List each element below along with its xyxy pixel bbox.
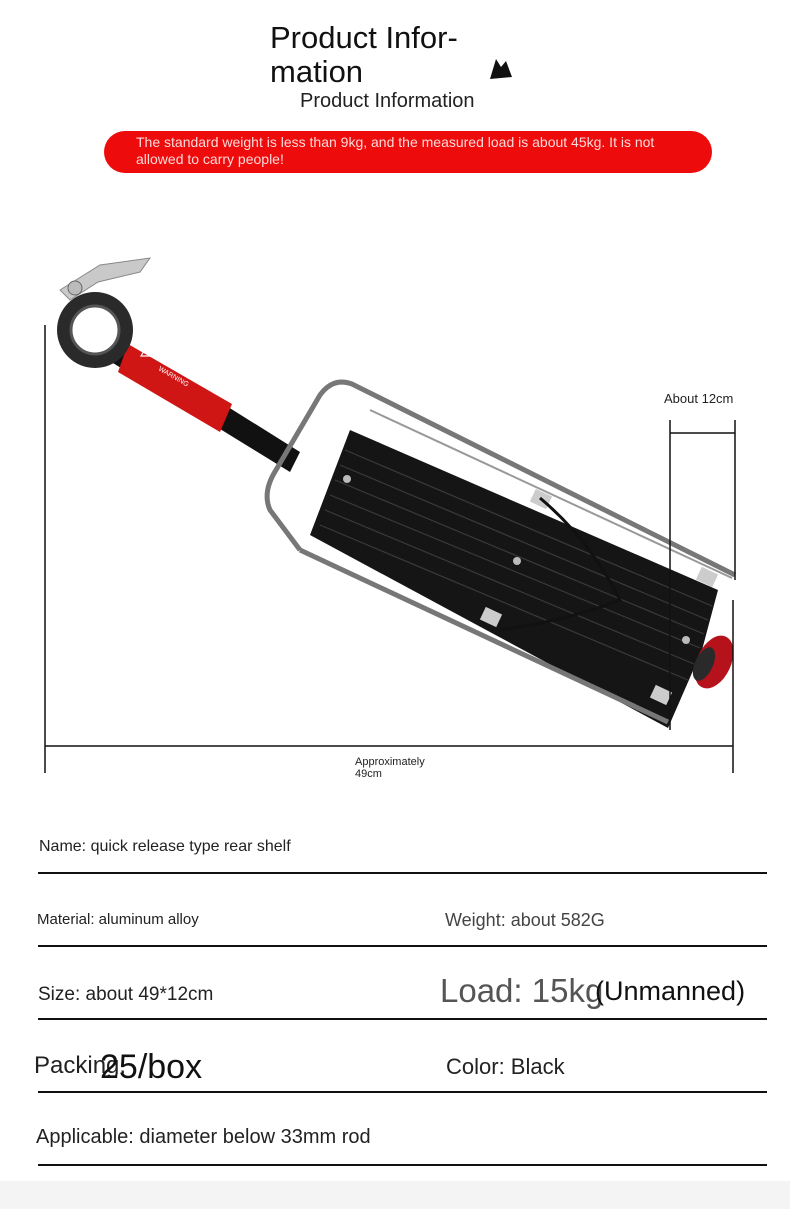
- spec-load-note: (Unmanned): [595, 976, 746, 1006]
- page-title-line-2: mation: [270, 54, 364, 89]
- spec-material: Material: aluminum alloy: [37, 911, 199, 928]
- width-dimension-label: About 12cm: [664, 391, 734, 406]
- product-figure: [0, 240, 790, 800]
- divider: [38, 1091, 767, 1093]
- divider: [38, 1018, 767, 1020]
- spec-packing-value: 25/box: [100, 1048, 203, 1086]
- spec-weight: Weight: about 582G: [445, 910, 605, 930]
- rack-platform: [310, 430, 718, 728]
- rear-rack-image: [57, 258, 741, 728]
- warning-banner: [104, 131, 712, 173]
- warning-text: The standard weight is less than 9kg, and the measured load is about 45kg. It is not allowed to carry people!: [136, 134, 655, 167]
- page-title-line-1: Product Infor-: [270, 20, 458, 55]
- warning-sticker: [118, 344, 232, 432]
- sticker-label: WARNING: [157, 365, 190, 389]
- divider: [38, 945, 767, 947]
- length-dimension-label-line-1: Approximately: [355, 756, 425, 768]
- platform-bolt: [343, 475, 351, 483]
- divider: [38, 1164, 767, 1166]
- footer-strip: [0, 1181, 790, 1209]
- spec-load: Load: 15kg: [440, 972, 604, 1009]
- page-subtitle: Product Information: [300, 90, 475, 112]
- length-dimension-label-line-2: 49cm: [355, 768, 382, 780]
- cursor-icon: [486, 53, 516, 83]
- platform-bolt: [513, 557, 521, 565]
- spec-color: Color: Black: [446, 1054, 565, 1079]
- spec-size: Size: about 49*12cm: [38, 984, 214, 1005]
- spec-name: Name: quick release type rear shelf: [39, 838, 291, 855]
- spec-applicable: Applicable: diameter below 33mm rod: [36, 1126, 371, 1148]
- spec-packing-label: Packing:: [34, 1052, 127, 1079]
- divider: [38, 872, 767, 874]
- platform-bolt: [682, 636, 690, 644]
